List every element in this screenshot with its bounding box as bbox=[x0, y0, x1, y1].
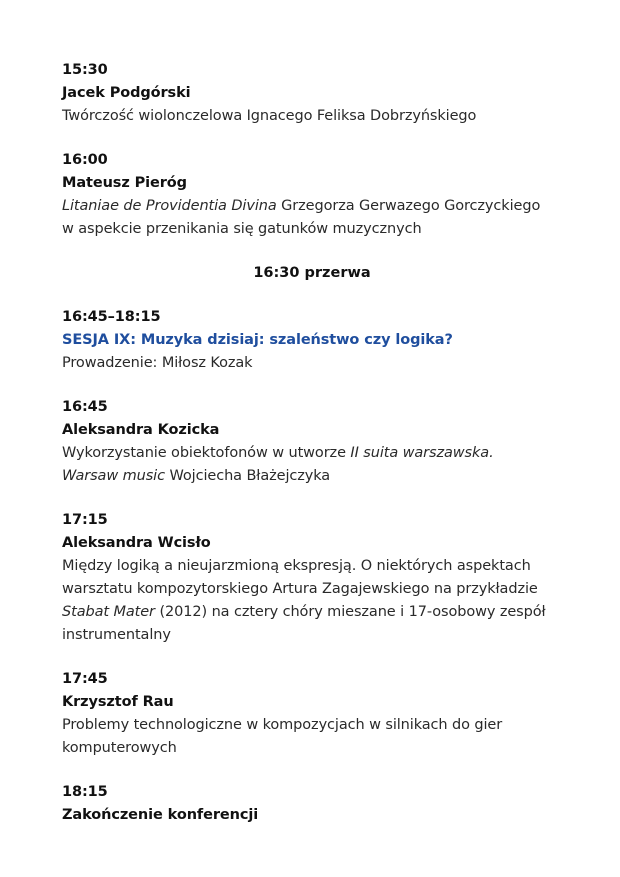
session-chair: Prowadzenie: Miłosz Kozak bbox=[62, 355, 253, 371]
closing-label: Zakończenie konferencji bbox=[62, 807, 259, 823]
item-time: 17:45 bbox=[62, 671, 108, 687]
session-time: 16:45–18:15 bbox=[62, 309, 161, 325]
session-title: SESJA IX: Muzyka dzisiaj: szaleństwo czy logika? bbox=[62, 332, 453, 348]
schedule-item bbox=[62, 396, 562, 488]
title-segment: Grzegorza Gerwazego Gorczyckiego bbox=[276, 198, 541, 214]
item-speaker: Krzysztof Rau bbox=[62, 694, 174, 710]
item-title-line bbox=[62, 465, 562, 488]
title-segment: instrumentalny bbox=[62, 627, 171, 643]
item-title-line bbox=[62, 737, 562, 760]
program-page bbox=[62, 59, 562, 848]
session-header bbox=[62, 306, 562, 375]
work-title: II suita warszawska. bbox=[350, 445, 494, 461]
item-title-line bbox=[62, 218, 562, 241]
schedule-item bbox=[62, 149, 562, 241]
title-segment: Wykorzystanie obiektofonów w utworze bbox=[62, 445, 351, 461]
break-block bbox=[62, 262, 562, 285]
item-speaker: Jacek Podgórski bbox=[62, 85, 191, 101]
title-segment: Między logiką a nieujarzmioną ekspresją. O niektórych aspektach bbox=[62, 558, 531, 574]
item-title-line bbox=[62, 195, 562, 218]
title-segment: warsztatu kompozytorskiego Artura Zagajewskiego na przykładzie bbox=[62, 581, 538, 597]
item-speaker: Aleksandra Wcisło bbox=[62, 535, 211, 551]
title-segment: Problemy technologiczne w kompozycjach w silnikach do gier bbox=[62, 717, 503, 733]
item-speaker: Aleksandra Kozicka bbox=[62, 422, 220, 438]
item-title-line bbox=[62, 442, 562, 465]
item-title-line bbox=[62, 578, 562, 601]
item-time: 16:45 bbox=[62, 399, 108, 415]
item-time: 15:30 bbox=[62, 62, 108, 78]
schedule-item-closing bbox=[62, 781, 562, 827]
work-title: Stabat Mater bbox=[62, 604, 155, 620]
schedule-item bbox=[62, 509, 562, 647]
item-title-line bbox=[62, 714, 562, 737]
title-segment: Twórczość wiolonczelowa Ignacego Feliksa Dobrzyńskiego bbox=[62, 108, 477, 124]
item-time: 16:00 bbox=[62, 152, 108, 168]
schedule-item bbox=[62, 59, 562, 128]
schedule-item bbox=[62, 668, 562, 760]
work-title: Litaniae de Providentia Divina bbox=[62, 198, 277, 214]
item-title-line bbox=[62, 624, 562, 647]
item-title-line bbox=[62, 105, 562, 128]
title-segment: komputerowych bbox=[62, 740, 177, 756]
item-title-line bbox=[62, 555, 562, 578]
break-label: 16:30 przerwa bbox=[253, 265, 371, 281]
item-time: 17:15 bbox=[62, 512, 108, 528]
title-segment: (2012) na cztery chóry mieszane i 17-osobowy zespół bbox=[154, 604, 546, 620]
item-title-line bbox=[62, 601, 562, 624]
work-title: Warsaw music bbox=[62, 468, 165, 484]
item-speaker: Mateusz Pieróg bbox=[62, 175, 187, 191]
title-segment: w aspekcie przenikania się gatunków muzycznych bbox=[62, 221, 422, 237]
item-time: 18:15 bbox=[62, 784, 108, 800]
title-segment: Wojciecha Błażejczyka bbox=[164, 468, 331, 484]
